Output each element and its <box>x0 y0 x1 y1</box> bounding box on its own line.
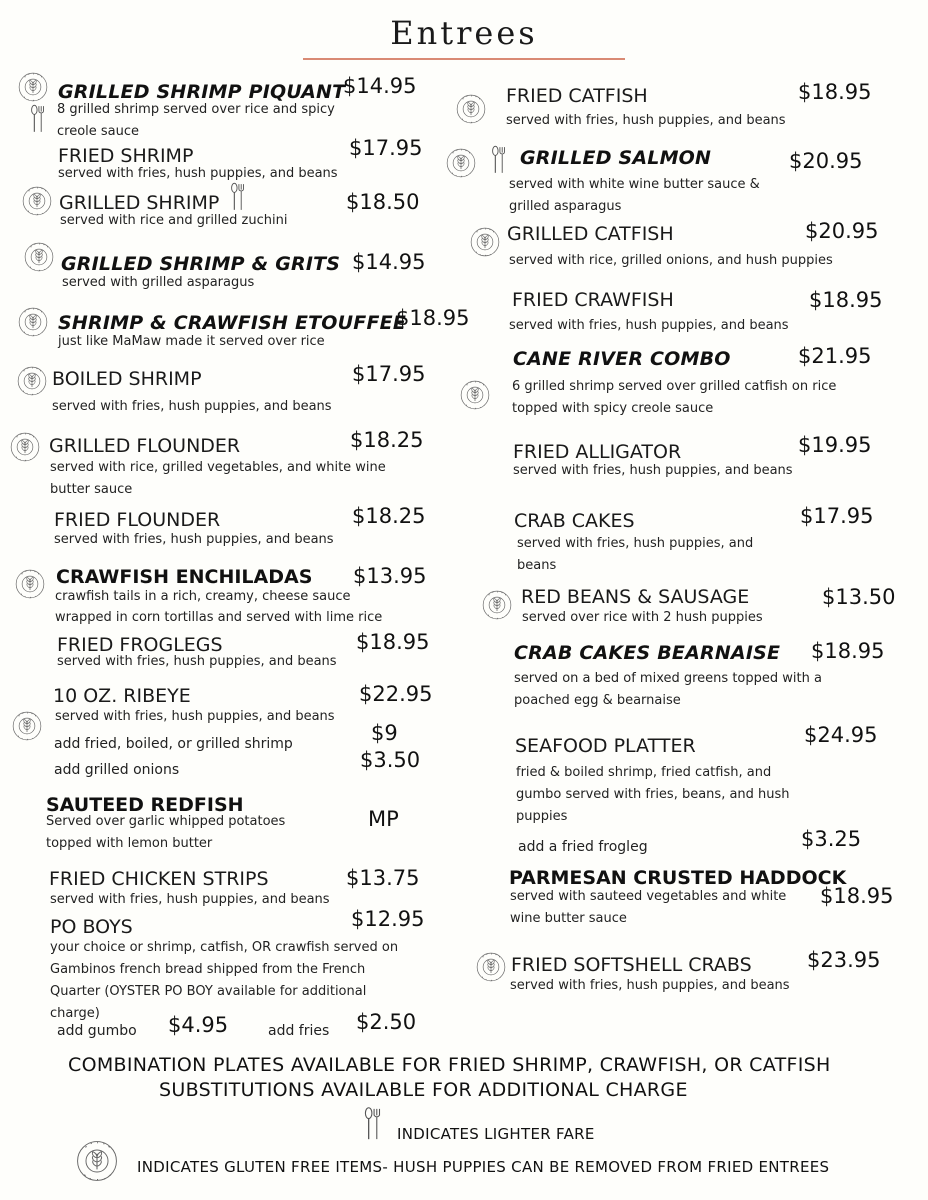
item-description: crawfish tails in a rich, creamy, cheese sauce <box>55 589 351 604</box>
gluten-free-icon <box>12 711 42 741</box>
item-price: $19.95 <box>798 433 872 457</box>
addon-price: $3.50 <box>360 748 421 772</box>
item-name-boiled-shrimp: BOILED SHRIMP <box>52 368 202 390</box>
substitution-note: SUBSTITUTIONS AVAILABLE FOR ADDITIONAL CHARGE <box>159 1079 688 1101</box>
item-description: 8 grilled shrimp served over rice and spicy creole sauce <box>57 102 335 139</box>
item-description: served with fries, hush puppies, and beans <box>513 463 793 478</box>
item-price: $18.25 <box>350 428 424 452</box>
item-name-crawfish-enchiladas: CRAWFISH ENCHILADAS <box>56 566 313 588</box>
gluten-free-icon <box>22 186 52 216</box>
item-price: $20.95 <box>805 219 879 243</box>
item-name-grilled-shrimp-piquant: GRILLED SHRIMP PIQUANT <box>58 81 346 103</box>
item-description: served with white wine butter sauce & grilled asparagus <box>509 177 760 214</box>
item-price: $13.50 <box>822 585 896 609</box>
item-price: $17.95 <box>352 362 426 386</box>
gluten-free-icon <box>470 227 500 257</box>
item-description: 6 grilled shrimp served over grilled catfish on rice topped with spicy creole sauce <box>512 379 837 416</box>
page-title: Entrees <box>390 14 538 52</box>
item-description: served with fries, hush puppies, and beans <box>52 399 332 414</box>
item-description: served with rice and grilled zuchini <box>60 213 288 228</box>
item-description: served with fries, hush puppies, and beans <box>54 532 334 547</box>
item-description: served with fries, hush puppies, and beans <box>509 318 789 333</box>
item-name-po-boys: PO BOYS <box>50 916 133 938</box>
item-name-grilled-flounder: GRILLED FLOUNDER <box>49 435 241 457</box>
fork-spoon-icon <box>27 104 49 134</box>
item-name-fried-crawfish: FRIED CRAWFISH <box>512 289 674 311</box>
gluten-free-icon <box>482 590 512 620</box>
item-description: served with fries, hush puppies, and beans <box>55 709 335 724</box>
item-name-grilled-catfish: GRILLED CATFISH <box>507 223 674 245</box>
addon-price: $9 <box>371 721 398 745</box>
item-price: $13.75 <box>346 866 420 890</box>
combination-note: COMBINATION PLATES AVAILABLE FOR FRIED SHRIMP, CRAWFISH, OR CATFISH <box>68 1054 831 1076</box>
item-name-grilled-shrimp: GRILLED SHRIMP <box>59 192 220 214</box>
addon-label: add gumbo <box>57 1023 137 1039</box>
item-name-fried-softshell-crabs: FRIED SOFTSHELL CRABS <box>511 954 752 976</box>
gluten-free-icon <box>476 952 506 982</box>
item-description: served with fries, hush puppies, and beans <box>50 892 330 907</box>
item-description: served on a bed of mixed greens topped with a poached egg & bearnaise <box>514 671 822 708</box>
item-description: wrapped in corn tortillas and served with lime rice <box>55 610 383 625</box>
item-price: $18.50 <box>346 190 420 214</box>
item-name-fried-froglegs: FRIED FROGLEGS <box>57 634 223 656</box>
item-price: $18.95 <box>396 306 470 330</box>
addon-label: add fried, boiled, or grilled shrimp <box>54 736 293 752</box>
item-description: served with rice, grilled onions, and hush puppies <box>509 253 833 268</box>
item-price: $18.95 <box>811 639 885 663</box>
item-name-grilled-salmon: GRILLED SALMON <box>520 147 712 169</box>
item-price: $18.95 <box>809 288 883 312</box>
item-description: served over rice with 2 hush puppies <box>522 610 763 625</box>
lighter-fare-legend: INDICATES LIGHTER FARE <box>397 1125 595 1143</box>
item-price: MP <box>368 807 399 831</box>
item-name-fried-chicken-strips: FRIED CHICKEN STRIPS <box>49 868 269 890</box>
item-description: served with fries, hush puppies, and beans <box>58 166 338 181</box>
item-price: $17.95 <box>349 136 423 160</box>
item-description: served with rice, grilled vegetables, and white wine butter sauce <box>50 460 386 497</box>
item-price: $24.95 <box>804 723 878 747</box>
item-price: $14.95 <box>352 250 426 274</box>
item-name-ribeye: 10 OZ. RIBEYE <box>53 685 191 707</box>
item-price: $18.95 <box>820 884 894 908</box>
item-price: $20.95 <box>789 149 863 173</box>
item-name-red-beans-sausage: RED BEANS & SAUSAGE <box>521 586 750 608</box>
gluten-free-icon <box>460 380 490 410</box>
item-name-fried-flounder: FRIED FLOUNDER <box>54 509 221 531</box>
item-name-seafood-platter: SEAFOOD PLATTER <box>515 735 696 757</box>
fork-spoon-icon <box>360 1106 386 1142</box>
item-description: served with fries, hush puppies, and beans <box>517 536 754 573</box>
item-name-grilled-shrimp-grits: GRILLED SHRIMP & GRITS <box>61 253 341 275</box>
addon-price: $4.95 <box>168 1013 229 1037</box>
gluten-free-icon <box>76 1140 118 1182</box>
item-description: served with fries, hush puppies, and beans <box>506 113 786 128</box>
gluten-free-icon <box>24 242 54 272</box>
addon-label: add fries <box>268 1023 330 1039</box>
gluten-free-icon <box>15 569 45 599</box>
gluten-free-icon <box>18 307 48 337</box>
gluten-free-icon <box>456 94 486 124</box>
item-name-parmesan-crusted-haddock: PARMESAN CRUSTED HADDOCK <box>509 867 847 889</box>
item-description: served with grilled asparagus <box>62 275 255 290</box>
gluten-free-legend: INDICATES GLUTEN FREE ITEMS- HUSH PUPPIES CAN BE REMOVED FROM FRIED ENTREES <box>137 1158 830 1176</box>
item-name-fried-shrimp: FRIED SHRIMP <box>58 145 194 167</box>
item-description: your choice or shrimp, catfish, OR crawfish served on Gambinos french bread shipped from the French Quarter (OYSTER PO BOY available for additional charge) <box>50 940 399 1021</box>
gluten-free-icon <box>17 366 47 396</box>
item-price: $18.95 <box>798 80 872 104</box>
item-name-sauteed-redfish: SAUTEED REDFISH <box>46 794 244 816</box>
item-price: $23.95 <box>807 948 881 972</box>
addon-price: $2.50 <box>356 1010 417 1034</box>
item-description: fried & boiled shrimp, fried catfish, and gumbo served with fries, beans, and hush puppies <box>516 765 790 824</box>
addon-label: add a fried frogleg <box>518 839 648 855</box>
gluten-free-icon <box>18 72 48 102</box>
item-description: served with fries, hush puppies, and beans <box>57 654 337 669</box>
gluten-free-icon <box>446 148 476 178</box>
item-price: $18.95 <box>356 630 430 654</box>
item-description: just like MaMaw made it served over rice <box>58 334 325 349</box>
item-name-shrimp-crawfish-etouffee: SHRIMP & CRAWFISH ETOUFFEE <box>58 312 406 334</box>
item-price: $22.95 <box>359 682 433 706</box>
fork-spoon-icon <box>227 182 249 212</box>
item-name-fried-catfish: FRIED CATFISH <box>506 85 648 107</box>
addon-label: add grilled onions <box>54 762 180 778</box>
item-name-cane-river-combo: CANE RIVER COMBO <box>513 348 731 370</box>
fork-spoon-icon <box>488 145 510 175</box>
item-description: served with sauteed vegetables and white wine butter sauce <box>510 889 787 926</box>
item-price: $18.25 <box>352 504 426 528</box>
item-name-crab-cakes: CRAB CAKES <box>514 510 635 532</box>
item-price: $14.95 <box>343 74 417 98</box>
item-price: $12.95 <box>351 907 425 931</box>
item-price: $13.95 <box>353 564 427 588</box>
title-divider <box>303 58 625 60</box>
item-name-crab-cakes-bearnaise: CRAB CAKES BEARNAISE <box>514 642 781 664</box>
item-description: served with fries, hush puppies, and beans <box>510 978 790 993</box>
gluten-free-icon <box>10 432 40 462</box>
item-description: Served over garlic whipped potatoes topped with lemon butter <box>46 814 286 851</box>
item-name-fried-alligator: FRIED ALLIGATOR <box>513 441 682 463</box>
item-price: $17.95 <box>800 504 874 528</box>
addon-price: $3.25 <box>801 827 862 851</box>
item-price: $21.95 <box>798 344 872 368</box>
